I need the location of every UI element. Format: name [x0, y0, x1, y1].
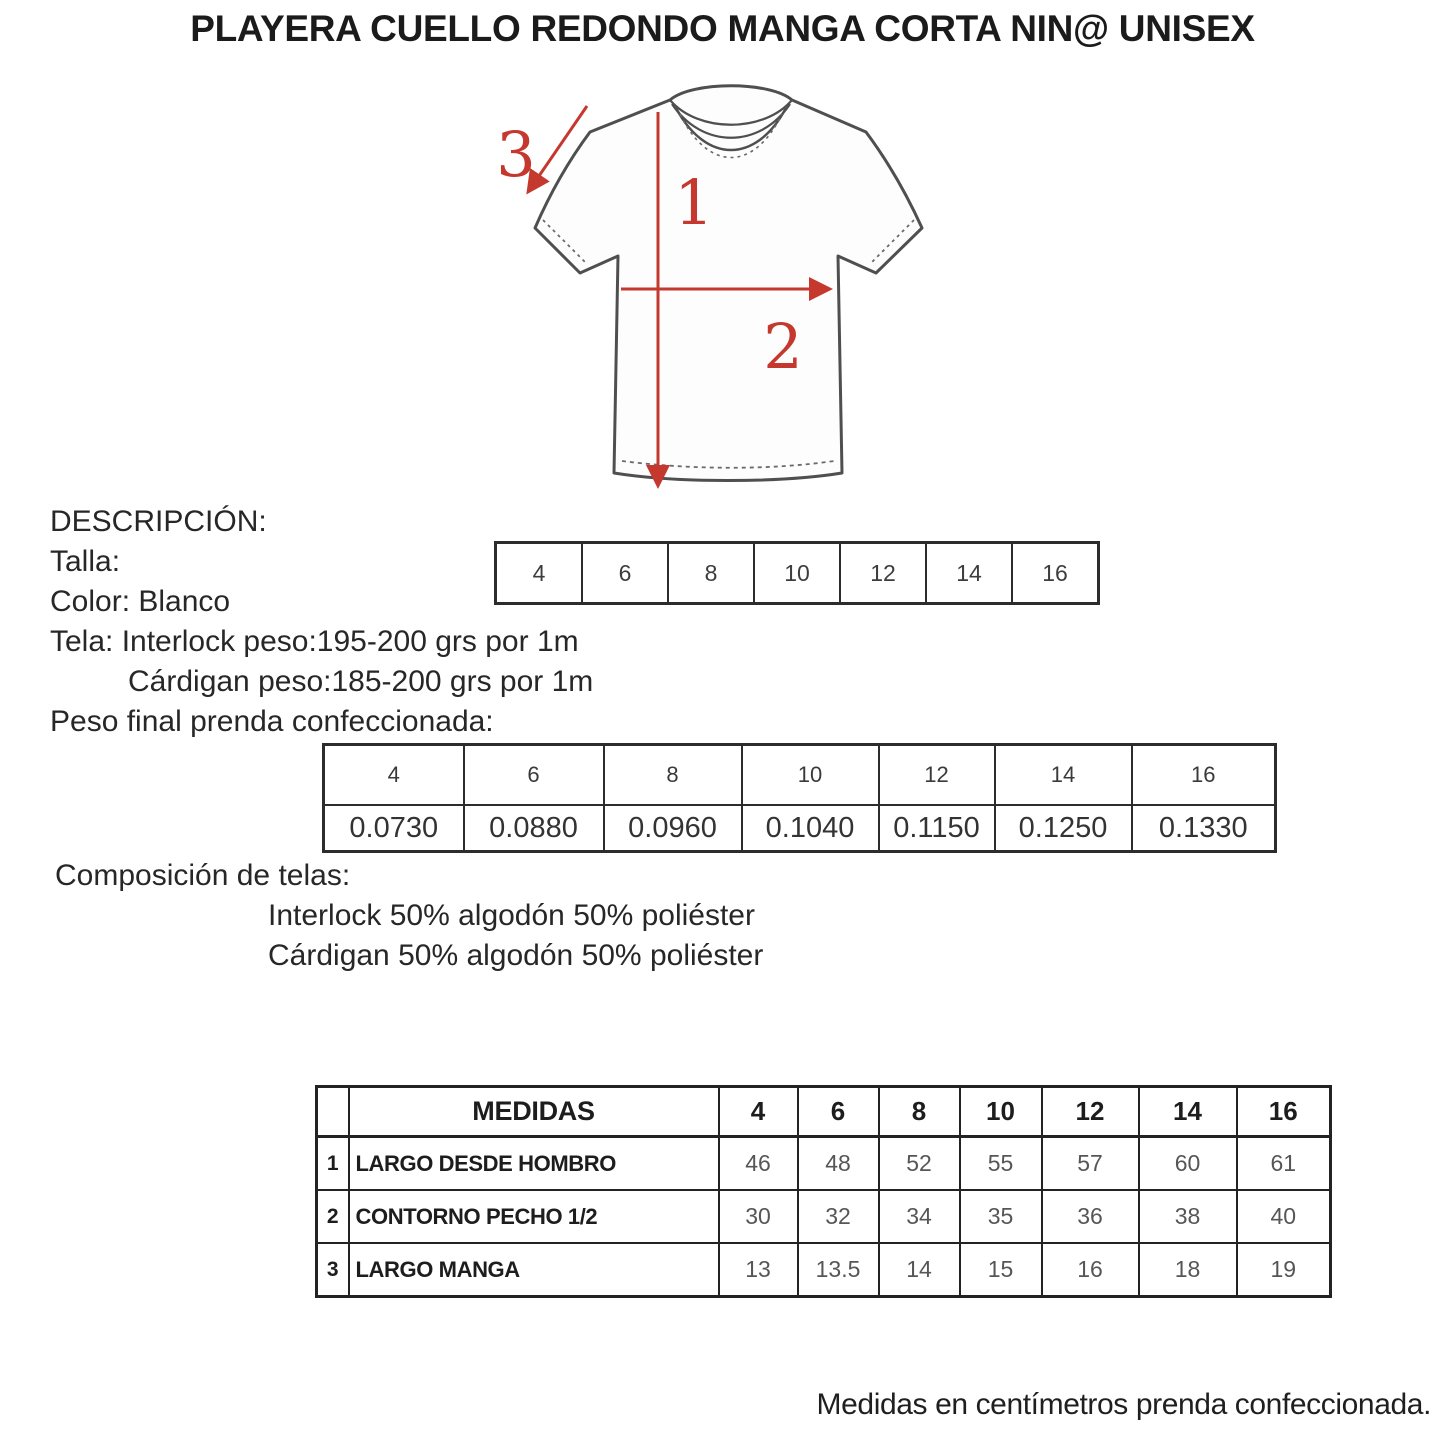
peso-value-row	[324, 805, 1276, 852]
peso-value-cell: 0.1330	[1132, 805, 1276, 852]
description-line-tela: Tela: Interlock peso:195-200 grs por 1m	[50, 625, 579, 658]
peso-size-cell: 6	[464, 745, 604, 806]
medidas-row-contorno-pecho	[317, 1190, 1331, 1243]
peso-size-cell: 14	[995, 745, 1132, 806]
medidas-row-largo-hombro	[317, 1137, 1331, 1191]
measure-label-3: 3	[496, 118, 536, 191]
medidas-value-cell: 16	[1042, 1243, 1139, 1297]
peso-size-cell: 16	[1132, 745, 1276, 806]
medidas-value-cell: 57	[1042, 1137, 1139, 1191]
medidas-value-cell: 30	[719, 1190, 798, 1243]
peso-size-cell: 8	[604, 745, 742, 806]
medidas-value-cell: 46	[719, 1137, 798, 1191]
medidas-value-cell: 40	[1237, 1190, 1331, 1243]
medidas-value-cell: 13	[719, 1243, 798, 1297]
talla-size-row	[496, 543, 1099, 604]
medidas-table	[315, 1085, 1332, 1298]
peso-value-cell: 0.1150	[879, 805, 995, 852]
talla-size-cell: 14	[926, 543, 1012, 604]
peso-value-cell: 0.0730	[324, 805, 464, 852]
talla-size-cell: 12	[840, 543, 926, 604]
medidas-header-row	[317, 1087, 1331, 1137]
description-block	[50, 502, 593, 742]
medidas-value-cell: 19	[1237, 1243, 1331, 1297]
peso-value-cell: 0.0880	[464, 805, 604, 852]
tshirt-outline	[535, 86, 922, 481]
medidas-value-cell: 61	[1237, 1137, 1331, 1191]
medidas-value-cell: 35	[960, 1190, 1042, 1243]
medidas-row-number: 2	[317, 1190, 349, 1243]
medidas-row-label: LARGO DESDE HOMBRO	[349, 1137, 719, 1191]
talla-size-cell: 6	[582, 543, 668, 604]
tshirt-diagram	[440, 70, 1060, 520]
peso-size-cell: 4	[324, 745, 464, 806]
medidas-value-cell: 13.5	[798, 1243, 879, 1297]
medidas-value-cell: 14	[879, 1243, 960, 1297]
composition-block	[55, 856, 763, 976]
medidas-size-header: 16	[1237, 1087, 1331, 1137]
medidas-value-cell: 34	[879, 1190, 960, 1243]
description-line-cardigan: Cárdigan peso:185-200 grs por 1m	[128, 665, 594, 698]
description-heading: DESCRIPCIÓN:	[50, 505, 267, 538]
footer-note: Medidas en centímetros prenda confeccionada.	[816, 1388, 1431, 1421]
talla-size-cell: 10	[754, 543, 840, 604]
medidas-row-label: LARGO MANGA	[349, 1243, 719, 1297]
peso-size-cell: 12	[879, 745, 995, 806]
peso-value-cell: 0.1040	[742, 805, 879, 852]
talla-size-table	[494, 541, 1100, 605]
talla-size-cell: 4	[496, 543, 583, 604]
peso-table	[322, 743, 1277, 853]
medidas-row-label: CONTORNO PECHO 1/2	[349, 1190, 719, 1243]
description-line-color: Color: Blanco	[50, 585, 231, 618]
medidas-value-cell: 38	[1139, 1190, 1237, 1243]
medidas-value-cell: 52	[879, 1137, 960, 1191]
medidas-size-header: 8	[879, 1087, 960, 1137]
page-title: PLAYERA CUELLO REDONDO MANGA CORTA NIN@ UNISEX	[190, 8, 1255, 49]
description-line-talla: Talla:	[50, 545, 121, 578]
measure-label-1: 1	[674, 166, 714, 239]
measure-label-2: 2	[763, 310, 803, 383]
medidas-row-largo-manga	[317, 1243, 1331, 1297]
talla-size-cell: 8	[668, 543, 754, 604]
composition-heading: Composición de telas:	[55, 859, 351, 892]
medidas-size-header: 14	[1139, 1087, 1237, 1137]
medidas-corner-cell	[317, 1087, 349, 1137]
medidas-size-header: 10	[960, 1087, 1042, 1137]
composition-line-interlock: Interlock 50% algodón 50% poliéster	[268, 899, 755, 932]
peso-size-cell: 10	[742, 745, 879, 806]
peso-value-cell: 0.1250	[995, 805, 1132, 852]
medidas-header-label: MEDIDAS	[349, 1087, 719, 1137]
medidas-value-cell: 15	[960, 1243, 1042, 1297]
description-line-peso: Peso final prenda confeccionada:	[50, 705, 494, 738]
talla-size-cell: 16	[1012, 543, 1099, 604]
peso-size-row	[324, 745, 1276, 806]
medidas-size-header: 6	[798, 1087, 879, 1137]
composition-line-cardigan: Cárdigan 50% algodón 50% poliéster	[268, 939, 764, 972]
medidas-size-header: 4	[719, 1087, 798, 1137]
medidas-value-cell: 32	[798, 1190, 879, 1243]
medidas-value-cell: 60	[1139, 1137, 1237, 1191]
medidas-size-header: 12	[1042, 1087, 1139, 1137]
peso-value-cell: 0.0960	[604, 805, 742, 852]
medidas-row-number: 1	[317, 1137, 349, 1191]
medidas-value-cell: 55	[960, 1137, 1042, 1191]
medidas-value-cell: 48	[798, 1137, 879, 1191]
medidas-value-cell: 18	[1139, 1243, 1237, 1297]
medidas-value-cell: 36	[1042, 1190, 1139, 1243]
medidas-row-number: 3	[317, 1243, 349, 1297]
